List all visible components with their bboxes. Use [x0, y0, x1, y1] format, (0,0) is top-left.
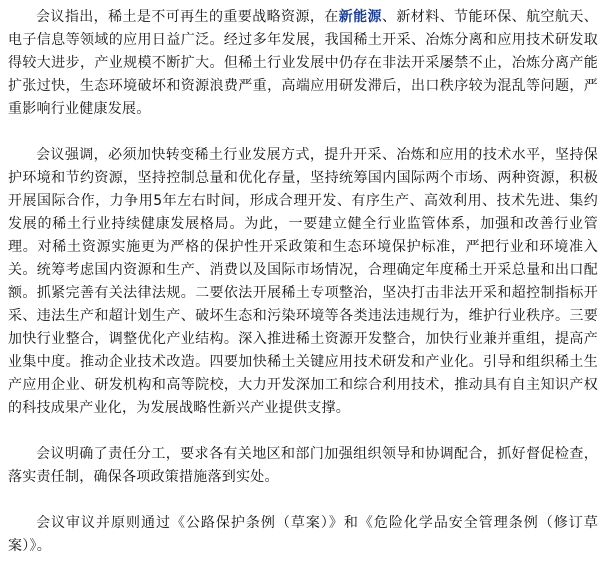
paragraph-regulations-approved: 会议审议并原则通过《公路保护条例（草案）》和《危险化学品安全管理条例（修订草案）》。: [8, 515, 598, 554]
paragraph-text: 、新材料、节能环保、航空航天、电子信息等领域的应用日益广泛。经过多年发展，我国稀土开采、冶炼分离和应用技术研发取得较大进步，产业规模不断扩大。但稀土行业发展中仍存在非法开采屡禁不止，冶炼分离产能扩张过快，生态环境破坏和资源浪费严重，高端应用研发滞后，出口秩序较为混乱等问题，严重影响行业健康发展。: [8, 9, 599, 117]
paragraph-development-requirements: 会议强调，必须加快转变稀土行业发展方式，提升开采、冶炼和应用的技术水平，坚持保护环境和节约资源，坚持控制总量和优化存量，坚持统筹国内国际两个市场、两种资源，积极开展国际合作，力争用5年左右时间，形成合理开发、有序生产、高效利用、技术先进、集约发展的稀土行业持续健康发展格局。为此，一要建立健全行业监管体系，加强和改善行业管理。对稀土资源实施更为严格的保护性开采政策和生态环境保护标准，严把行业和环境准入关。统筹考虑国内资源和生产、消费以及国际市场情况，合理确定年度稀土开采总量和出口配额。抓紧完善有关法律法规。二要依法开展稀土专项整治，坚决打击非法开采和超控制指标开采、违法生产和超计划生产、破坏生态和污染环境等各类违法违规行为，维护行业秩序。三要加快行业整合，调整优化产业结构。深入推进稀土资源开发整合，加快行业兼并重组，提高产业集中度。推动企业技术改造。四要加快稀土关键应用技术研发和产业化。引导和组织稀土生产应用企业、研发机构和高等院校，大力开发深加工和综合利用技术，推动具有自主知识产权的科技成果产业化，为发展战略性新兴产业提供支撑。: [8, 147, 598, 416]
paragraph-rare-earth-status: [8, 6, 598, 121]
new-energy-link[interactable]: 新能源: [338, 9, 382, 25]
paragraph-responsibilities: 会议明确了责任分工，要求各有关地区和部门加强组织领导和协调配合，抓好督促检查，落实责任制，确保各项政策措施落到实处。: [8, 446, 598, 485]
paragraph-text: 会议指出，稀土是不可再生的重要战略资源，在: [36, 9, 339, 25]
